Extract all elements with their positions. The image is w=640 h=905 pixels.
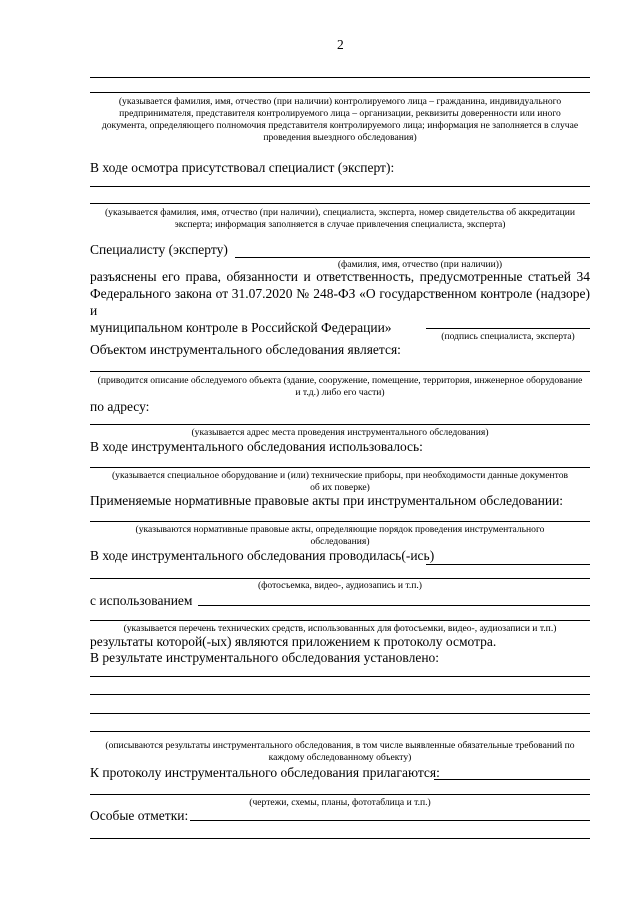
- rights-line-3: муниципальном контроле в Российской Федерации»: [90, 320, 392, 335]
- rights-paragraph: [90, 268, 590, 336]
- caption-controlled-person: (указывается фамилия, имя, отчество (при наличии) контролируемого лица – гражданина, индивидуального предпринимателя, представителя контролируемого лица – организации, реквизиты доверенности или иного документа, определяющего полномочия представителя контролируемого лица; информация не заполняется в случае проведения выездного обследования): [101, 96, 579, 143]
- page-number: 2: [337, 37, 344, 52]
- caption-media: (фотосъемка, видео-, аудиозапись и т.п.): [257, 580, 423, 591]
- fill-line-specialist-1[interactable]: [90, 186, 590, 187]
- caption-equipment: (указывается специальное оборудование и (или) технические приборы, при необходимости данные документов об их поверке): [111, 470, 569, 493]
- fill-line-attached-inline[interactable]: [434, 779, 590, 780]
- fill-line-special-marks-inline[interactable]: [190, 820, 590, 821]
- caption-signature: (подпись специалиста, эксперта): [441, 331, 575, 342]
- special-marks-label: Особые отметки:: [90, 808, 189, 823]
- caption-drawings: (чертежи, схемы, планы, фототаблица и т.п.): [249, 797, 431, 808]
- address-label: по адресу:: [90, 399, 150, 414]
- fill-line-conducted-inline[interactable]: [426, 564, 590, 565]
- fill-line-address[interactable]: [90, 424, 590, 425]
- signature-line[interactable]: [426, 328, 590, 329]
- caption-results: (описываются результаты инструментального обследования, в том числе выявленные обязательные требований по каждому обследованному объекту): [105, 740, 575, 763]
- fill-line-controlled-person-1[interactable]: [90, 77, 590, 78]
- fill-line-results-2[interactable]: [90, 694, 590, 695]
- caption-object: (приводится описание обследуемого объекта (здание, сооружение, помещение, территория, инженерное оборудование и т.д.) либо его части): [97, 375, 583, 398]
- attached-label: К протоколу инструментального обследования прилагаются:: [90, 765, 440, 780]
- fill-line-using-inline[interactable]: [198, 605, 590, 606]
- fill-line-conducted[interactable]: [90, 578, 590, 579]
- caption-tech-means: (указывается перечень технических средств, использованных для фотосъемки, видео-, аудиозаписи и т.п.): [123, 623, 557, 634]
- caption-specialist-fio: (фамилия, имя, отчество (при наличии)): [337, 259, 503, 270]
- fill-line-object[interactable]: [90, 371, 590, 372]
- fill-line-results-3[interactable]: [90, 713, 590, 714]
- established-label: В результате инструментального обследования установлено:: [90, 650, 440, 665]
- caption-legal-acts: (указываются нормативные правовые акты, определяющие порядок проведения инструментального обследования): [135, 524, 545, 547]
- caption-specialist: (указывается фамилия, имя, отчество (при наличии), специалиста, эксперта, номер свидетельства об аккредитации эксперта; информация заполняется в случае привлечения специалиста, эксперта): [104, 207, 576, 230]
- used-label: В ходе инструментального обследования использовалось:: [90, 439, 423, 454]
- fill-line-special-marks[interactable]: [90, 838, 590, 839]
- fill-line-using[interactable]: [90, 620, 590, 621]
- conducted-label: В ходе инструментального обследования проводилась(-ись): [90, 548, 435, 563]
- fill-line-controlled-person-2[interactable]: [90, 92, 590, 93]
- fill-line-specialist-2[interactable]: [90, 203, 590, 204]
- fill-line-results-1[interactable]: [90, 676, 590, 677]
- fill-line-specialist-fio[interactable]: [235, 257, 590, 258]
- object-label: Объектом инструментального обследования является:: [90, 342, 401, 357]
- specialist-present-label: В ходе осмотра присутствовал специалист (эксперт):: [90, 160, 395, 175]
- caption-address: (указывается адрес места проведения инструментального обследования): [191, 427, 489, 438]
- specialist-to-label: Специалисту (эксперту): [90, 242, 228, 257]
- results-attached: результаты которой(-ых) являются приложением к протоколу осмотра.: [90, 634, 497, 649]
- legal-acts-label: Применяемые нормативные правовые акты при инструментальном обследовании:: [90, 493, 564, 508]
- rights-line-1: разъяснены его права, обязанности и ответственность, предусмотренные статьей 34: [90, 269, 590, 284]
- using-label: с использованием: [90, 593, 193, 608]
- fill-line-legal-acts[interactable]: [90, 521, 590, 522]
- fill-line-equipment[interactable]: [90, 467, 590, 468]
- rights-line-2: Федерального закона от 31.07.2020 № 248-ФЗ «О государственном контроле (надзоре) и: [90, 286, 590, 318]
- fill-line-results-4[interactable]: [90, 731, 590, 732]
- fill-line-attached[interactable]: [90, 794, 590, 795]
